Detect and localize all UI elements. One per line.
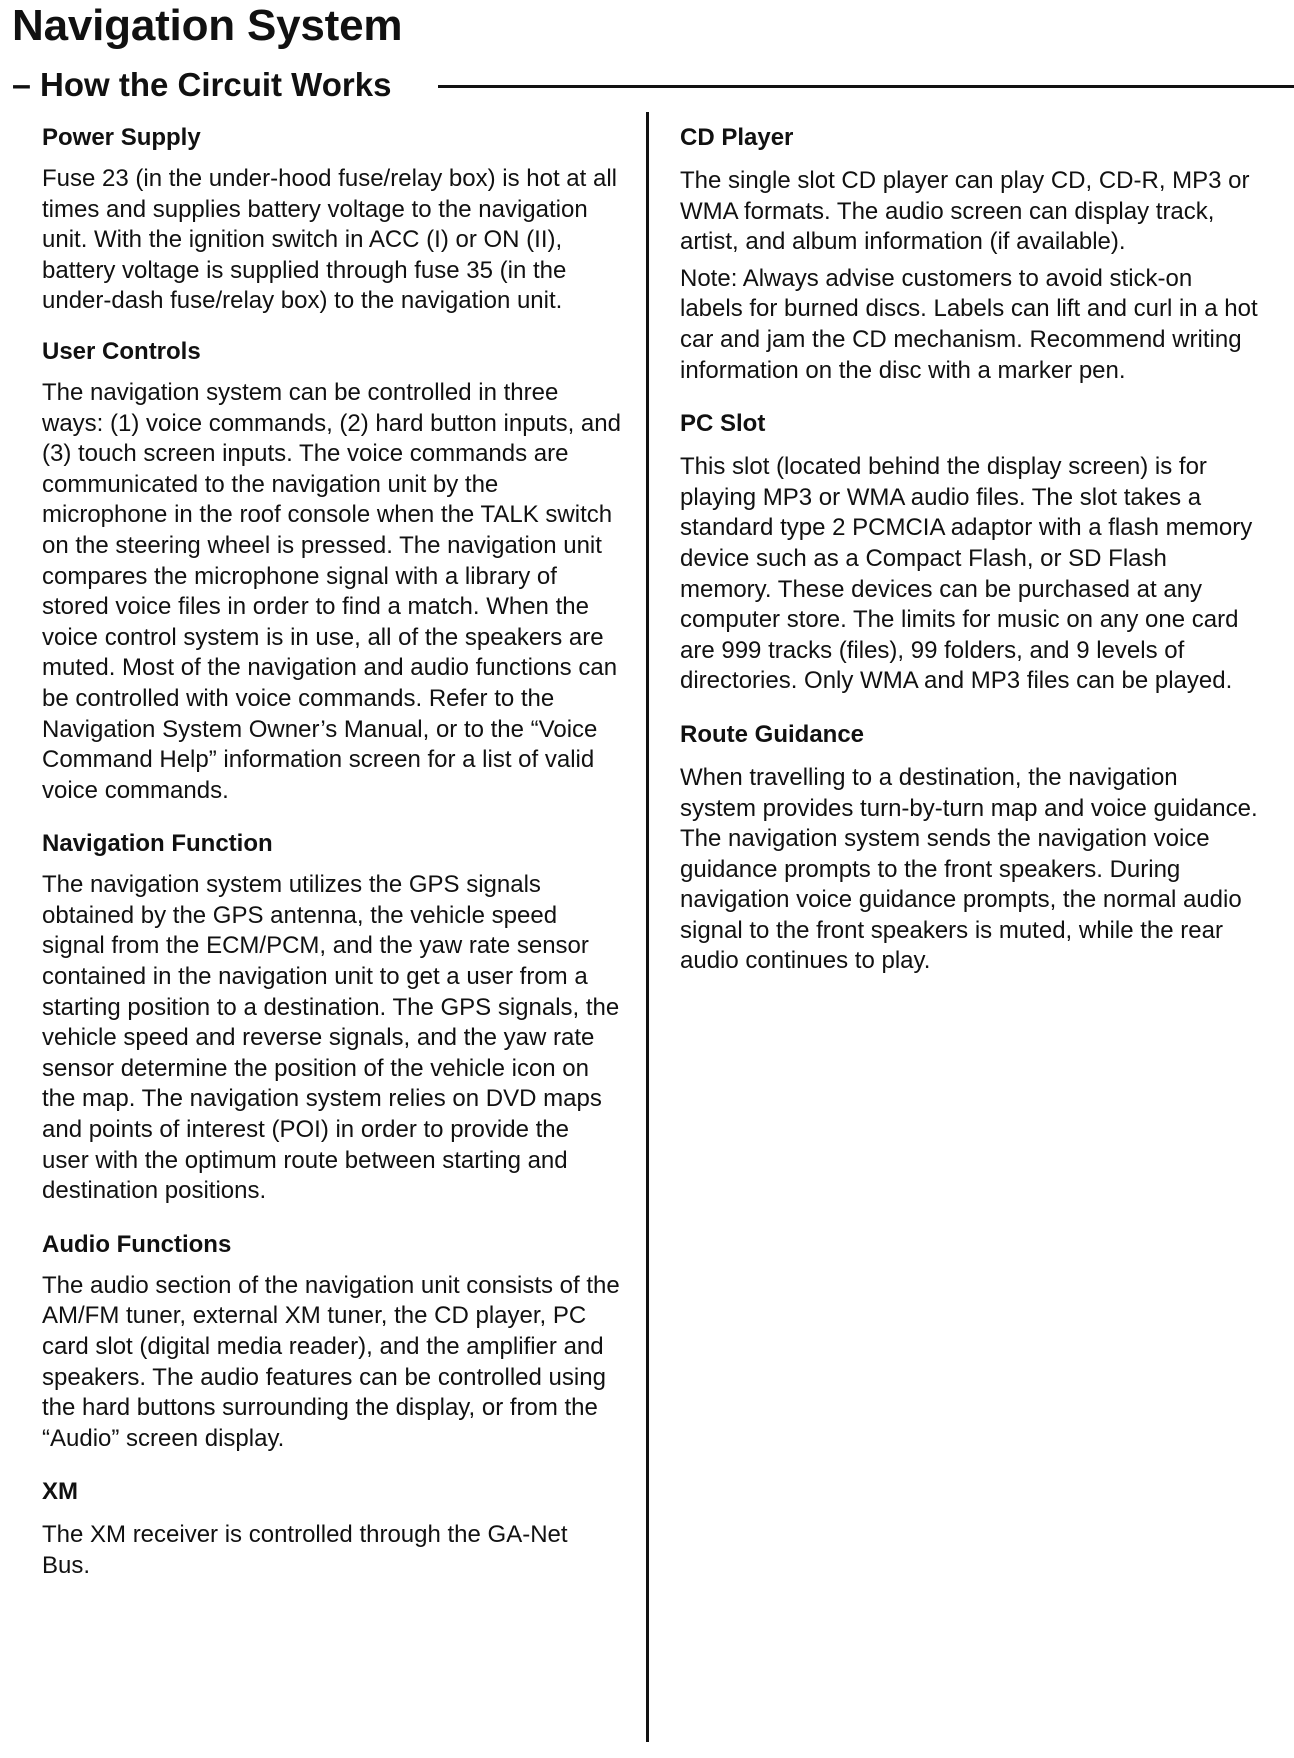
- text-navigation-function: The navigation system utilizes the GPS signals obtained by the GPS antenna, the vehicle speed signal from the ECM/PCM, and the yaw rate sensor contained in the navigation unit to get a user from a starting position to a destination. The GPS signals, the vehicle speed and reverse signals, and the yaw rate sensor determine the position of the vehicle icon on the map. The navigation system relies on DVD maps and points of interest (POI) in order to provide the user with the optimum route between starting and destination positions.: [42, 871, 620, 1205]
- section-xm: [42, 1476, 622, 1581]
- heading-pc-slot: PC Slot: [680, 410, 766, 438]
- heading-cd-player: CD Player: [680, 124, 794, 151]
- text-audio-functions: The audio section of the navigation unit consists of the AM/FM tuner, external XM tuner, the CD player, PC card slot (digital media reader), and the amplifier and speakers. The audio features can be controlled using the hard buttons surrounding the display, or from the “Audio” screen display.: [42, 1271, 620, 1452]
- column-divider: [646, 112, 649, 1742]
- heading-navigation-function: Navigation Function: [42, 830, 273, 858]
- text-power-supply: Fuse 23 (in the under-hood fuse/relay box) is hot at all times and supplies battery voltage to the navigation unit. With the ignition switch in ACC (I) or ON (II), battery voltage is supplied through fuse 35 (in the under-dash fuse/relay box) to the navigation unit.: [42, 165, 617, 315]
- heading-xm: XM: [42, 1478, 78, 1506]
- text-route-guidance: When travelling to a destination, the navigation system provides turn-by-turn map and voice guidance. The navigation system sends the navigation voice guidance prompts to the front speakers. During navigation voice guidance prompts, the normal audio signal to the front speakers is muted, while the rear audio continues to play.: [680, 763, 1258, 975]
- page-subtitle: How the Circuit Works: [40, 66, 392, 103]
- text-cd-player-note: Note: Always advise customers to avoid stick-on labels for burned discs. Labels can lift and curl in a hot car and jam the CD mechanism. Recommend writing information on the disc with a marker pen.: [680, 264, 1258, 384]
- subtitle-dash: –: [12, 66, 31, 104]
- subtitle-rule: [438, 85, 1294, 88]
- section-cd-player: [680, 112, 1260, 386]
- section-navigation-function: [42, 828, 622, 1207]
- heading-user-controls: User Controls: [42, 337, 201, 365]
- section-audio-functions: [42, 1229, 622, 1455]
- subtitle-row: [12, 60, 1282, 110]
- heading-power-supply: Power Supply: [42, 124, 201, 151]
- text-pc-slot: This slot (located behind the display screen) is for playing MP3 or WMA audio files. The slot takes a standard type 2 PCMCIA adaptor with a flash memory device such as a Compact Flash, or SD Flash memory. These devices can be purchased at any computer store. The limits for music on any one card are 999 tracks (files), 99 folders, and 9 levels of directories. Only WMA and MP3 files can be played.: [680, 453, 1253, 695]
- heading-audio-functions: Audio Functions: [42, 1230, 232, 1258]
- page-title: Navigation System: [12, 1, 403, 50]
- section-power-supply: [42, 112, 622, 317]
- section-route-guidance: [680, 719, 1260, 977]
- section-user-controls: [42, 336, 622, 806]
- section-pc-slot: [680, 408, 1260, 697]
- text-xm: The XM receiver is controlled through the GA-Net Bus.: [42, 1521, 568, 1579]
- text-cd-player: The single slot CD player can play CD, CD-R, MP3 or WMA formats. The audio screen can display track, artist, and album information (if available).: [680, 167, 1250, 256]
- text-user-controls: The navigation system can be controlled in three ways: (1) voice commands, (2) hard button inputs, and (3) touch screen inputs. The voice commands are communicated to the navigation unit by the microphone in the roof console when the TALK switch on the steering wheel is pressed. The navigation unit compares the microphone signal with a library of stored voice files in order to find a match. When the voice control system is in use, all of the speakers are muted. Most of the navigation and audio functions can be controlled with voice commands. Refer to the Navigation System Owner’s Manual, or to the “Voice Command Help” information screen for a list of valid voice commands.: [42, 378, 621, 804]
- left-column: [42, 112, 622, 1582]
- heading-route-guidance: Route Guidance: [680, 720, 865, 748]
- right-column: [680, 112, 1260, 977]
